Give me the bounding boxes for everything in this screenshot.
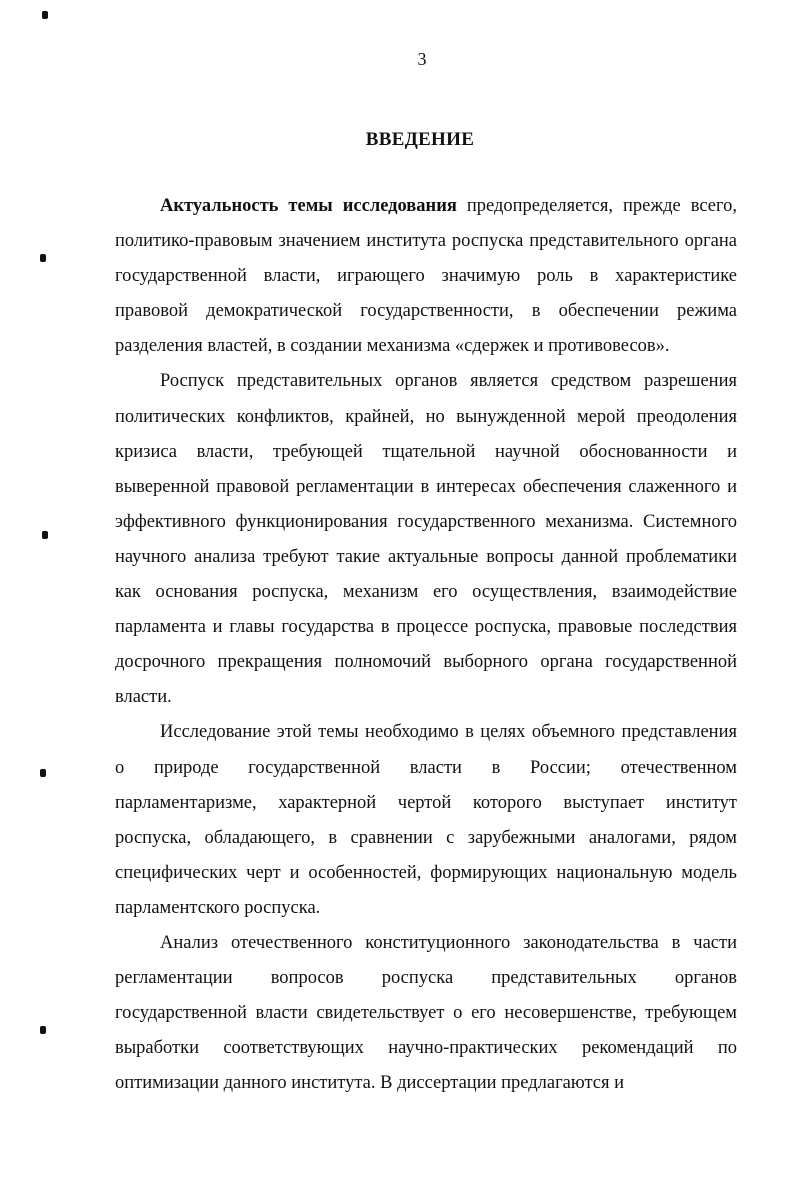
text-line [115, 1066, 737, 1101]
line-text: государственной власти, играющего значимую роль в характеристике [115, 266, 737, 287]
line-text: оптимизации данного института. В диссертации предлагаются и [115, 1073, 625, 1094]
line-text: парламентаризме, характерной чертой которого выступает институт [115, 792, 737, 813]
line-text: власти. [115, 687, 172, 708]
document-body [115, 189, 737, 1101]
line-text: кризиса власти, требующей тщательной научной обоснованности и [115, 441, 737, 462]
line-text: эффективного функционирования государственного механизма. Системного [115, 511, 737, 532]
line-text: научного анализа требуют такие актуальные вопросы данной проблематики [115, 546, 737, 567]
text-line [115, 400, 737, 435]
line-text: Анализ отечественного конституционного законодательства в части [160, 932, 737, 953]
line-text: регламентации вопросов роспуска представительных органов [115, 968, 737, 989]
lead-bold-text: Актуальность темы исследования [160, 196, 457, 216]
line-text: политических конфликтов, крайней, но вынужденной мерой преодоления [115, 406, 737, 427]
line-text: роспуска, обладающего, в сравнении с зарубежными аналогами, рядом [115, 827, 737, 848]
line-text: как основания роспуска, механизм его осуществления, взаимодействие [115, 582, 737, 603]
text-line [115, 294, 737, 329]
text-line [115, 470, 737, 505]
text-line [115, 680, 737, 715]
line-text: досрочного прекращения полномочий выборного органа государственной [115, 652, 737, 673]
line-text: специфических черт и особенностей, формирующих национальную модель [115, 862, 737, 883]
text-line [115, 645, 737, 680]
line-text: парламентского роспуска. [115, 897, 321, 918]
text-line [115, 996, 737, 1031]
text-line [115, 259, 737, 294]
text-line [115, 926, 737, 961]
line-text: парламента и главы государства в процессе роспуска, правовые последствия [115, 617, 737, 638]
text-line [115, 364, 737, 399]
text-line [115, 505, 737, 540]
scan-mark [40, 1026, 46, 1034]
scan-mark [40, 254, 46, 262]
section-title: ВВЕДЕНИЕ [365, 129, 475, 150]
text-line [115, 540, 737, 575]
text-line [115, 189, 737, 224]
line-text: правовой демократической государственности, в обеспечении режима [115, 301, 737, 322]
text-line [115, 961, 737, 996]
text-line [115, 329, 737, 364]
line-text: политико-правовым значением института роспуска представительного органа [115, 231, 737, 252]
text-line [115, 435, 737, 470]
text-line [115, 856, 737, 891]
text-line [115, 751, 737, 786]
scan-mark [42, 11, 48, 19]
line-text: предопределяется, прежде всего, [456, 196, 737, 216]
line-text: разделения властей, в создании механизма «сдержек и противовесов». [115, 336, 670, 357]
scan-mark [40, 769, 46, 777]
text-line [115, 575, 737, 610]
scan-mark [42, 531, 48, 539]
text-line [115, 610, 737, 645]
line-text: Исследование этой темы необходимо в целях объемного представления [160, 722, 737, 743]
text-line [115, 1031, 737, 1066]
line-text: о природе государственной власти в России; отечественном [115, 757, 737, 778]
text-line [115, 224, 737, 259]
text-line [115, 715, 737, 750]
line-text: государственной власти свидетельствует о его несовершенстве, требующем [115, 1003, 737, 1024]
page-number: 3 [417, 49, 427, 69]
text-line [115, 891, 737, 926]
text-line [115, 786, 737, 821]
line-text: Роспуск представительных органов является средством разрешения [160, 371, 737, 392]
line-text: выверенной правовой регламентации в интересах обеспечения слаженного и [115, 476, 737, 497]
line-text: выработки соответствующих научно-практических рекомендаций по [115, 1038, 737, 1059]
text-line [115, 821, 737, 856]
